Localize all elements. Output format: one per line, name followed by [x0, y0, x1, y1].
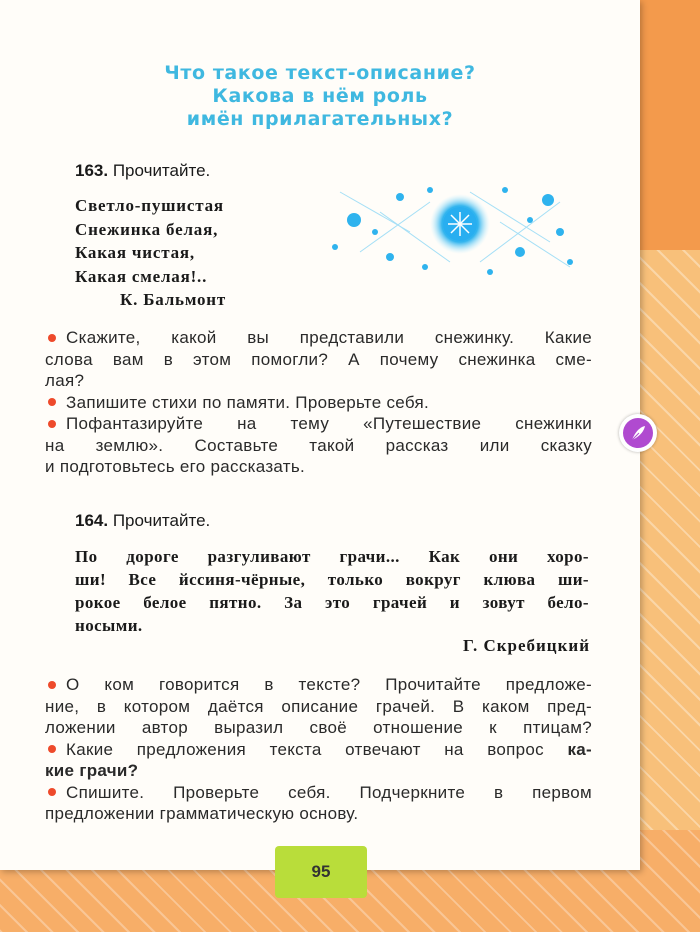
bullet-icon [48, 420, 56, 428]
page-number: 95 [311, 862, 331, 881]
poem-line: Какая чистая, [75, 243, 195, 262]
exercise-163-tasks [40, 327, 592, 478]
task-line: кие грачи? [45, 761, 139, 780]
task-line: Пофантазируйте на тему «Путешествие снежинки [40, 413, 592, 435]
task-line: и подготовьтесь его рассказать. [45, 457, 306, 476]
feather-icon[interactable] [619, 414, 657, 452]
heading-line: имён прилагательных? [186, 108, 454, 130]
prose-passage [75, 545, 589, 637]
exercise-164-header [75, 511, 210, 531]
poem-line: Какая смелая!.. [75, 266, 208, 286]
task-line: Скажите, какой вы представили снежинку. Какие [40, 327, 592, 349]
heading-line: Что такое текст-описание? [164, 62, 476, 84]
prose-author: Г. Скребицкий [463, 636, 590, 655]
task-line: Запишите стихи по памяти. Проверьте себя. [40, 392, 592, 414]
section-heading [100, 62, 540, 131]
prose-line: носыми. [75, 616, 143, 635]
task-line: Спишите. Проверьте себя. Подчеркните в первом [40, 782, 592, 804]
task-line: слова вам в этом помогли? А почему снежинка сме- [45, 349, 592, 369]
poem [75, 194, 226, 312]
exercise-instruction: Прочитайте. [112, 161, 211, 180]
task-line: Какие предложения текста отвечают на вопрос ка- [40, 739, 592, 761]
exercise-163-header [75, 161, 210, 181]
exercise-164-tasks [40, 674, 592, 825]
heading-line: Какова в нём роль [212, 85, 428, 107]
bullet-icon [48, 681, 56, 689]
task-line: ние, в котором даётся описание грачей. В каком пред- [45, 696, 592, 716]
task-line: О ком говорится в тексте? Прочитайте предложе- [40, 674, 592, 696]
prose-line: рокое белое пятно. За это грачей и зовут бело- [75, 593, 589, 612]
prose-line: По дороге разгуливают грачи... Как они хоро- [75, 547, 589, 566]
snowflakes-illustration [320, 172, 580, 282]
prose-line: ши! Все йссиня-чёрные, только вокруг клюва ши- [75, 570, 589, 589]
task-line: лая? [45, 371, 85, 390]
exercise-number: 164. [75, 511, 109, 530]
exercise-number: 163. [75, 161, 109, 180]
bullet-icon [48, 334, 56, 342]
task-line: предложении грамматическую основу. [45, 804, 359, 823]
poem-line: Светло-пушистая [75, 196, 224, 215]
bullet-icon [48, 745, 56, 753]
poem-line: Снежинка белая, [75, 219, 219, 239]
bullet-icon [48, 398, 56, 406]
task-line: ложении автор выразил своё отношение к птицам? [45, 718, 592, 737]
bullet-icon [48, 788, 56, 796]
poem-author: К. Бальмонт [120, 290, 227, 309]
page-number-badge [275, 846, 367, 898]
task-line: на землю». Составьте такой рассказ или сказку [45, 435, 592, 455]
exercise-instruction: Прочитайте. [112, 511, 211, 530]
